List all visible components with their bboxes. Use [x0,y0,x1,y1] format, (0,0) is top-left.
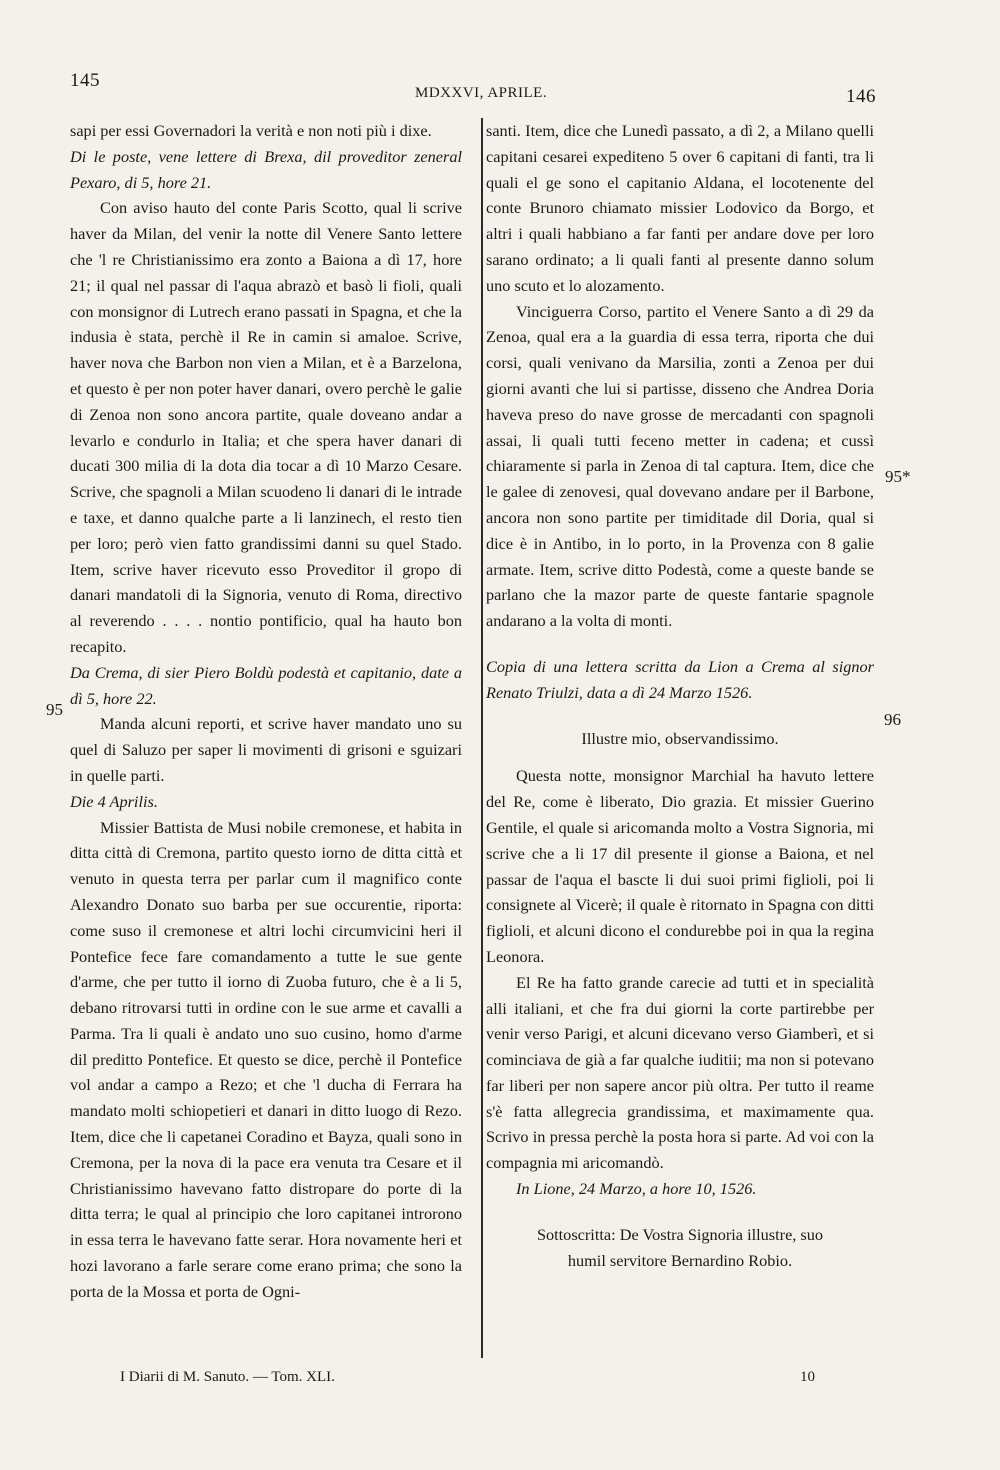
paragraph: Con aviso hauto del conte Paris Scotto, qual li scrive haver da Milan, del venir la notte dil Venere Santo lettere che 'l re Christianissimo era zonto a Baiona a dì 17, hore 21; il qual nel passar di l'aqua abrazò et basò li fioli, quali con monsignor di Lutrech erano passati in Spagna, et che la indusia è stata, perchè il Re in camin si amaloe. Scrive, haver nova che Barbon non vien a Milan, et è a Barzelona, et questo è per non poter haver danari, overo perchè le galie di Zenoa non sono ancora partite, quale doveano andar a levarlo e condurlo in Italia; et che spera haver danari di ducati 300 milia di la dota dia tocar a dì 10 Marzo Cesare. Scrive, che spagnoli a Milan scuodeno li danari di le intrade e taxe, et danno qualche parte a li lanzinech, el resto tien per loro; però vien fatto grandissimi danni su quel Stado. Item, scrive haver ricevuto esso Proveditor il gropo di danari mandatoli di la Signoria, venuto di Roma, directivo al reverendo . . . . nontio pontificio, qual ha hauto bon recapito. [70,198,462,656]
section-heading: Copia di una lettera scritta da Lion a Crema al signor Renato Triulzi, data a dì 24 Marzo 1526. [486,656,874,702]
page-number-left: 145 [70,70,100,91]
paragraph: Manda alcuni reporti, et scrive haver mandato uno su quel di Saluzo per saper li movimenti di grisoni e sguizari in quelle parti. [70,714,462,785]
salutation: Illustre mio, observandissimo. [581,728,779,748]
paragraph: Vinciguerra Corso, partito el Venere Santo a dì 29 da Zenoa, qual era a la guardia di essa terra, riporta che dui corsi, quali venivano da Marsilia, zonti a Zenoa per dui giorni avanti che lui si partisse, disseno che Andrea Doria haveva preso do nave grosse de mercadanti con spagnoli assai, li quali tutti feceno metter in cadena; et cussì chiaramente si parla in Zenoa di tal captura. Item, dice che le galee di zenovesi, qual dovevano andare per il Barbone, ancora non sono partite per timiditade dil Doria, qual si dice è in Antibo, in lo porto, in la Provenza con 8 galie armate. Item, scrive ditto Podestà, come a queste bande se parlano che la mazor parte de queste fantarie spagnole andarano a la volta di monti. [486,301,874,631]
section-heading: Di le poste, vene lettere di Brexa, dil proveditor zeneral Pexaro, di 5, hore 21. [70,146,462,192]
left-column [70,118,462,1305]
right-column [486,118,874,1273]
margin-number-right-2: 96 [884,710,901,729]
signature-line: Sottoscritta: De Vostra Signoria illustre, suo [536,1224,824,1244]
paragraph: El Re ha fatto grande carecie ad tutti et in specialità alli italiani, et che fra dui giorni la corte partirebbe per venir verso Parigi, et alcuni dicevano verso Giamberì, et si cominciava de già a far qualche iuditii; ma non si potevano far liberi per non sapere ancor più oltra. Per tutto il reame s'è fatta allegrecia grandissima, et maximamente qua. Scrivo in pressa perchè la posta hora si parte. Ad voi con la compagnia mi aricomandò. [486,972,874,1173]
section-heading: Da Crema, di sier Piero Boldù podestà et capitanio, date a dì 5, hore 22. [70,662,462,708]
paragraph: Questa notte, monsignor Marchial ha havuto lettere del Re, come è liberato, Dio grazia. Et missier Guerino Gentile, el quale si aricomanda molto a Vostra Signoria, mi scrive che a li 17 dil presente il gionse a Baiona, et nel passar de l'aqua el bascte li dui suoi primi figlioli, poi li consignete al Vicerè; il quale è ritornato in Spagna con ditti figlioli, et alcuni dicono el condurebbe poi in qua la regina Leonora. [486,766,874,966]
paragraph: santi. Item, dice che Lunedì passato, a dì 2, a Milano quelli capitani cesarei expediteno 5 over 6 capitani di fanti, tra li quali el ge sono el capitanio Aldana, el locotenente del conte Brunoro chiamato missier Lodovico da Borgo, et altri i quali habbiano a far fanti per andare dove per loro sarano ordinato; a li quali fanti al presente danno solum uno scuto et lo alozamento. [486,121,874,295]
signature-line: humil servitore Bernardino Robio. [567,1250,793,1270]
column-divider [481,118,483,1358]
signature-mark: 10 [800,1369,815,1385]
page-number-right: 146 [846,86,876,107]
section-heading: Die 4 Aprilis. [70,791,158,811]
margin-number-left: 95 [46,700,63,719]
footer-title: I Diarii di M. Sanuto. — Tom. XLI. [120,1369,335,1385]
paragraph: Missier Battista de Musi nobile cremonese, et habita in ditta città di Cremona, partito questo iorno de ditta città et venuto in questa terra per parlar cum il magnifico conte Alexandro Donato suo barba per sue occurentie, riporta: come suso il cremonese et altri lochi circumvicini heri il Pontefice fece fare comandamento a tutte le sue gente d'arme, che per tutto il iorno di Zuoba futuro, che è a li 5, debano ritrovarsi tutti in ordine con le sue arme et cavalli a Parma. Tra li quali è andato uno suo cusino, homo d'arme dil preditto Pontefice. Et questo se dice, perchè il Pontefice vol andar a campo a Rezo; et che 'l ducha di Ferrara ha mandato molti schiopetieri et danari in ditto luogo di Rezo. Item, dice che li capetanei Coradino et Bayza, quali sono in Cremona, per la nova di la pace era venuta tra Cesare et il Christianissimo havevano fatto distropare do porte di la ditta terra; le qual al principio che loro capitanei introrono in essa terra le havevano fatte serar. Hora novamente heri et hozi lavorano a farle serare come erano prima; che sono la porta de la Mossa et porta de Ogni- [70,817,462,1301]
paragraph: sapi per essi Governadori la verità e non noti più i dixe. [70,121,432,140]
margin-number-right-1: 95* [885,467,911,486]
dateline: In Lione, 24 Marzo, a hore 10, 1526. [516,1179,757,1199]
running-title: MDXXVI, APRILE. [415,85,548,101]
